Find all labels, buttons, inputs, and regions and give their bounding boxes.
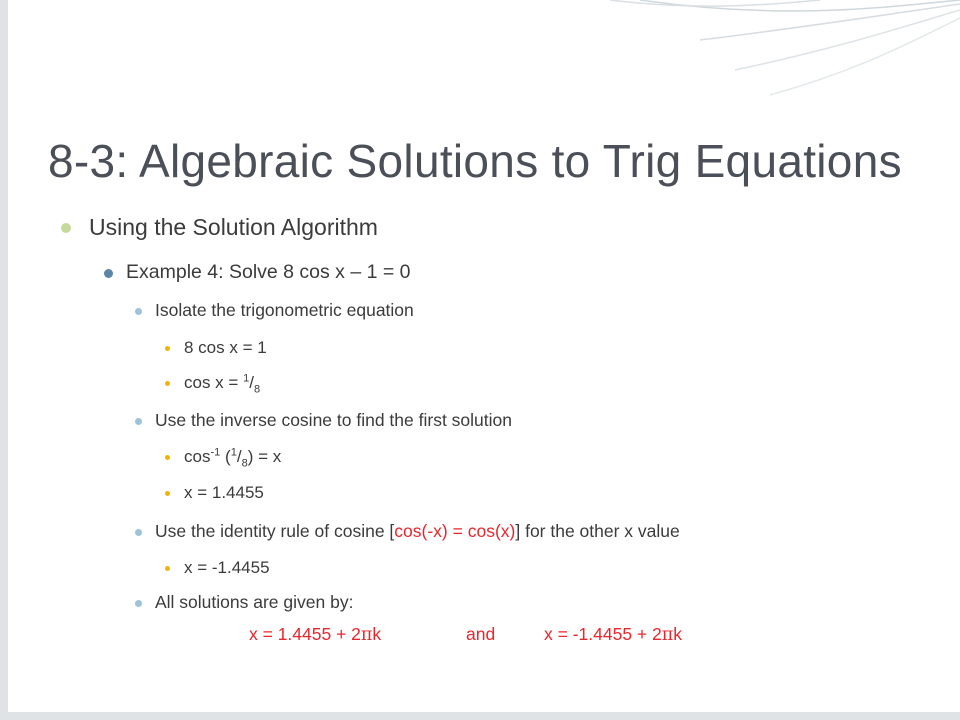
step2a-cos: cos <box>184 447 211 466</box>
step2a-inverse-sup: -1 <box>210 446 221 459</box>
step2a-bullet-icon <box>165 455 170 460</box>
level2-example-text: Example 4: Solve 8 cos x – 1 = 0 <box>126 261 411 283</box>
level2-bullet-icon <box>104 269 113 278</box>
step2a-open: ( <box>220 447 231 466</box>
solution-and: and <box>466 624 496 644</box>
step3-bullet-icon <box>135 529 142 536</box>
pi-symbol: π <box>360 625 373 645</box>
step3-prefix: Use the identity rule of cosine [ <box>155 521 395 541</box>
step3-highlight: cos(-x) = cos(x) <box>394 521 516 541</box>
step2a-numerator: 1 <box>230 446 237 459</box>
step1b-numerator: 1 <box>243 372 250 385</box>
step2a-denominator: 8 <box>241 457 248 470</box>
solution-second <box>544 624 682 645</box>
step3a-text: x = -1.4455 <box>184 558 270 577</box>
step4-bullet-icon <box>135 600 142 607</box>
step2-text: Use the inverse cosine to find the first solution <box>155 410 512 430</box>
step2a-equation: $\cos^{-1} (^1/_8) = x$ <box>184 446 282 470</box>
slide-title: 8-3: Algebraic Solutions to Trig Equations <box>48 135 902 187</box>
slide-bottom-border <box>0 712 960 720</box>
step1b-denominator: 8 <box>253 383 261 396</box>
step1-bullet-icon <box>135 308 142 315</box>
pi-symbol: π <box>661 625 674 645</box>
step2b-text: x = 1.4455 <box>184 483 264 502</box>
level1-bullet-icon <box>61 223 71 233</box>
step1b-equation: $\cos x = ^1/_8$ <box>184 372 261 396</box>
step2a-close: ) = x <box>247 447 282 466</box>
solution-first <box>249 624 381 645</box>
step1b-prefix: cos x = <box>184 373 244 392</box>
step1-text: Isolate the trigonometric equation <box>155 300 414 320</box>
step4-text: All solutions are given by: <box>155 592 354 612</box>
solution-second-k: k <box>673 624 682 644</box>
step2-bullet-icon <box>135 418 142 425</box>
solution-first-k: k <box>372 624 382 644</box>
step3a-bullet-icon <box>165 566 170 571</box>
solution-second-prefix: x = -1.4455 + 2 <box>544 624 662 644</box>
solution-first-prefix: x = 1.4455 + 2 <box>249 624 361 644</box>
step1a-text: 8 cos x = 1 <box>184 338 267 357</box>
step1a-bullet-icon <box>165 346 170 351</box>
level1-text: Using the Solution Algorithm <box>89 214 378 240</box>
step2b-bullet-icon <box>165 491 170 496</box>
step3-text <box>155 521 680 542</box>
step3-suffix: ] for the other x value <box>515 521 680 541</box>
step1b-bullet-icon <box>165 381 170 386</box>
decorative-curves <box>0 0 960 140</box>
